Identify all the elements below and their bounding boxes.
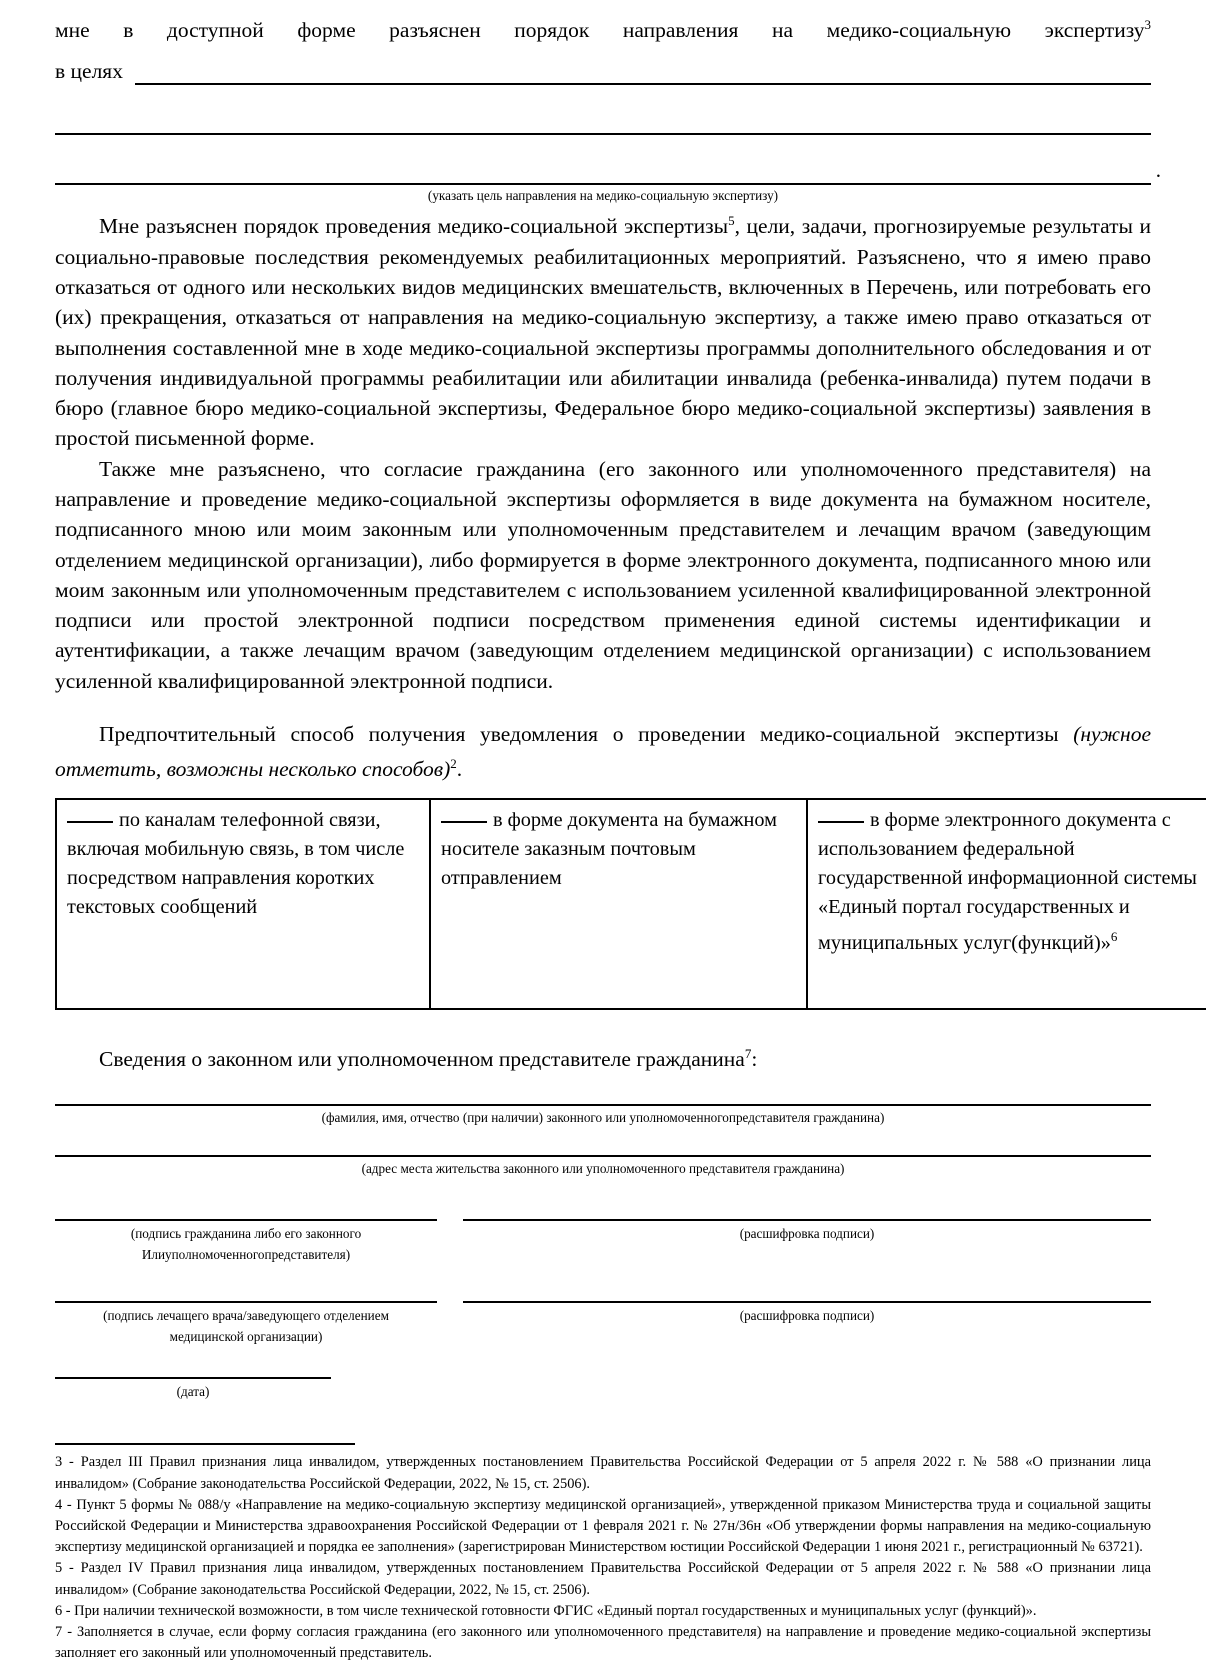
intro-line bbox=[55, 8, 1151, 47]
representative-footnote-ref: 7 bbox=[744, 1045, 752, 1061]
paragraph-consent-form: Также мне разъяснено, что согласие гражданина (его законного или уполномоченного представителя) на направление и проведение медико-социальной экспертизы оформляется в виде документа на бумажном носителе, подписанного мною или моим законным или уполномоченным представителем и лечащим врачом (заведующим отделением медицинской организации), либо формируется в форме электронного документа, подписанного мною или моим законным или уполномоченным представителем с использованием усиленной квалифицированной электронной подписи или простой электронной подписи посредством применения единой системы идентификации и аутентификации, а также лечащим врачом (заведующим отделением медицинской организации) с использованием усиленной квалифицированной электронной подписи. bbox=[55, 456, 1151, 693]
signature-citizen-caption-line2: Илиуполномоченногопредставителя) bbox=[141, 1247, 351, 1263]
checkbox-blank-paper[interactable] bbox=[441, 821, 487, 823]
representative-address-caption: (адрес места жительства законного или уполномоченного представителя гражданина) bbox=[361, 1160, 845, 1176]
signature-citizen-block bbox=[55, 1218, 437, 1264]
signature-citizen-transcript-line[interactable] bbox=[463, 1218, 1151, 1221]
representative-heading bbox=[55, 1039, 1151, 1074]
signature-doctor-line[interactable] bbox=[55, 1300, 437, 1303]
footnote-divider bbox=[55, 1442, 355, 1445]
option-label-phone: по каналам телефонной связи, включая мобильную связь, в том числе посредством направления коротких текстовых сообщений bbox=[67, 808, 405, 918]
date-line[interactable] bbox=[55, 1376, 331, 1379]
intro-line-footnote-ref: 3 bbox=[1144, 17, 1151, 32]
notification-italic-note: (нужное отметить, возможны несколько способов) bbox=[55, 722, 1152, 782]
paragraph-1-part-b: , цели, задачи, прогнозируемые результаты и социально-правовые последствия рекомендуемых реабилитационных мероприятий. Разъяснено, что я имею право отказаться от одного или нескольких видов медицинских вмешательств, включенных в Перечень, или потребовать его (их) прекращения, отказаться от направления на медико-социальную экспертизу, а также имею право отказаться от выполнения составленной мне в ходе медико-социальной экспертизы программы дополнительного обследования и от получения индивидуальной программы реабилитации или абилитации инвалида (ребенка-инвалида) путем подачи в бюро (главное бюро медико-социальной экспертизы, Федеральное бюро медико-социальной экспертизы) заявления в простой письменной форме. bbox=[55, 214, 1151, 451]
signature-doctor-caption-line2: медицинской организации) bbox=[169, 1329, 323, 1345]
checkbox-blank-electronic[interactable] bbox=[818, 821, 864, 823]
footnote-4: 4 - Пункт 5 формы № 088/у «Направление на медико-социальную экспертизу медицинской организацией», утвержденной приказом Министерства труда и социальной защиты Российской Федерации и Министерства здравоохранения Российской Федерации от 1 февраля 2021 г. № 27н/36н «Об утверждении формы направления на медико-социальную экспертизу медицинской организацией и порядка ее заполнения» (зарегистрирован Министерством юстиции Российской Федерации 1 июня 2021 г., регистрационный № 63721). bbox=[55, 1496, 1151, 1556]
option-label-electronic: в форме электронного документа с использованием федеральной государственной информационной системы «Единый портал государственных и муниципальных услуг(функций)» bbox=[818, 808, 1197, 954]
representative-heading-text: Сведения о законном или уполномоченном представителе гражданина bbox=[99, 1046, 745, 1071]
signature-citizen-transcript-block bbox=[463, 1218, 1151, 1264]
notification-footnote-ref: 2 bbox=[450, 756, 457, 772]
checkbox-blank-phone[interactable] bbox=[67, 821, 113, 823]
intro-line-text: мне в доступной форме разъяснен порядок направления на медико-социальную экспертизу bbox=[55, 18, 1145, 43]
option-cell-electronic[interactable] bbox=[807, 799, 1206, 1009]
footnotes-section bbox=[55, 1452, 1151, 1664]
signature-doctor-caption-line1: (подпись лечащего врача/заведующего отделением bbox=[103, 1307, 389, 1323]
representative-address-line[interactable] bbox=[55, 1154, 1151, 1157]
paragraph-1-footnote-ref: 5 bbox=[728, 213, 735, 229]
option-electronic-footnote-ref: 6 bbox=[1110, 928, 1118, 944]
purpose-fill-line-2[interactable] bbox=[55, 89, 1151, 135]
purpose-caption: (указать цель направления на медико-социальную экспертизу) bbox=[427, 188, 779, 204]
signature-doctor-transcript-block bbox=[463, 1300, 1151, 1346]
signature-doctor-transcript-caption: (расшифровка подписи) bbox=[739, 1307, 875, 1323]
purpose-row bbox=[55, 53, 1151, 85]
date-block bbox=[55, 1376, 331, 1401]
signature-doctor-transcript-line[interactable] bbox=[463, 1300, 1151, 1303]
footnote-5: 5 - Раздел IV Правил признания лица инвалидом, утвержденных постановлением Правительства Российской Федерации от 5 апреля 2022 г. № 588 «О признании лица инвалидом» (Собрание законодательства Российской Федерации, 2022, № 15, ст. 2506). bbox=[55, 1560, 1151, 1598]
notification-intro-text: Предпочтительный способ получения уведомления о проведении медико-социальной экспертизы bbox=[99, 722, 1059, 747]
table-row bbox=[56, 799, 1206, 1009]
signature-citizen-transcript-caption: (расшифровка подписи) bbox=[739, 1225, 875, 1241]
purpose-fill-line-1[interactable] bbox=[135, 59, 1151, 85]
signature-doctor-block bbox=[55, 1300, 437, 1346]
paragraph-spacer bbox=[55, 696, 1151, 719]
signature-citizen-caption-line1: (подпись гражданина либо его законного bbox=[130, 1225, 362, 1241]
signature-citizen-line[interactable] bbox=[55, 1218, 437, 1221]
notification-options-table bbox=[55, 798, 1206, 1010]
paragraph-explained-procedure bbox=[55, 206, 1151, 454]
date-caption: (дата) bbox=[176, 1383, 210, 1399]
option-cell-paper[interactable] bbox=[430, 799, 807, 1009]
footnote-6: 6 - При наличии технической возможности, в том числе технической готовности ФГИС «Единый портал государственных и муниципальных услуг (функций)». bbox=[55, 1602, 1037, 1619]
document-page bbox=[33, 8, 1197, 1662]
representative-heading-suffix: : bbox=[751, 1046, 758, 1071]
notification-note-suffix: . bbox=[456, 757, 463, 782]
option-label-paper: в форме документа на бумажном носителе заказным почтовым отправлением bbox=[441, 808, 777, 889]
signature-row-citizen bbox=[55, 1218, 1151, 1264]
footnote-7: 7 - Заполняется в случае, если форму согласия гражданина (его законного или уполномоченного представителя) на направление и проведение медико-социальной экспертизы заполняет его законный или уполномоченный представитель. bbox=[55, 1624, 1151, 1662]
footnote-3: 3 - Раздел III Правил признания лица инвалидом, утвержденных постановлением Правительства Российской Федерации от 5 апреля 2022 г. № 588 «О признании лица инвалидом» (Собрание законодательства Российской Федерации, 2022, № 15, ст. 2506). bbox=[55, 1454, 1151, 1492]
option-cell-phone[interactable] bbox=[56, 799, 430, 1009]
paragraph-1-part-a: Мне разъяснен порядок проведения медико-социальной экспертизы bbox=[99, 214, 729, 239]
notification-intro bbox=[55, 719, 1151, 785]
purpose-fill-line-3[interactable] bbox=[55, 139, 1151, 185]
signature-row-doctor bbox=[55, 1300, 1151, 1346]
purpose-label: в целях bbox=[55, 59, 123, 84]
representative-fio-line[interactable] bbox=[55, 1103, 1151, 1106]
representative-fio-caption: (фамилия, имя, отчество (при наличии) законного или уполномоченногопредставителя гражданина) bbox=[321, 1109, 885, 1125]
